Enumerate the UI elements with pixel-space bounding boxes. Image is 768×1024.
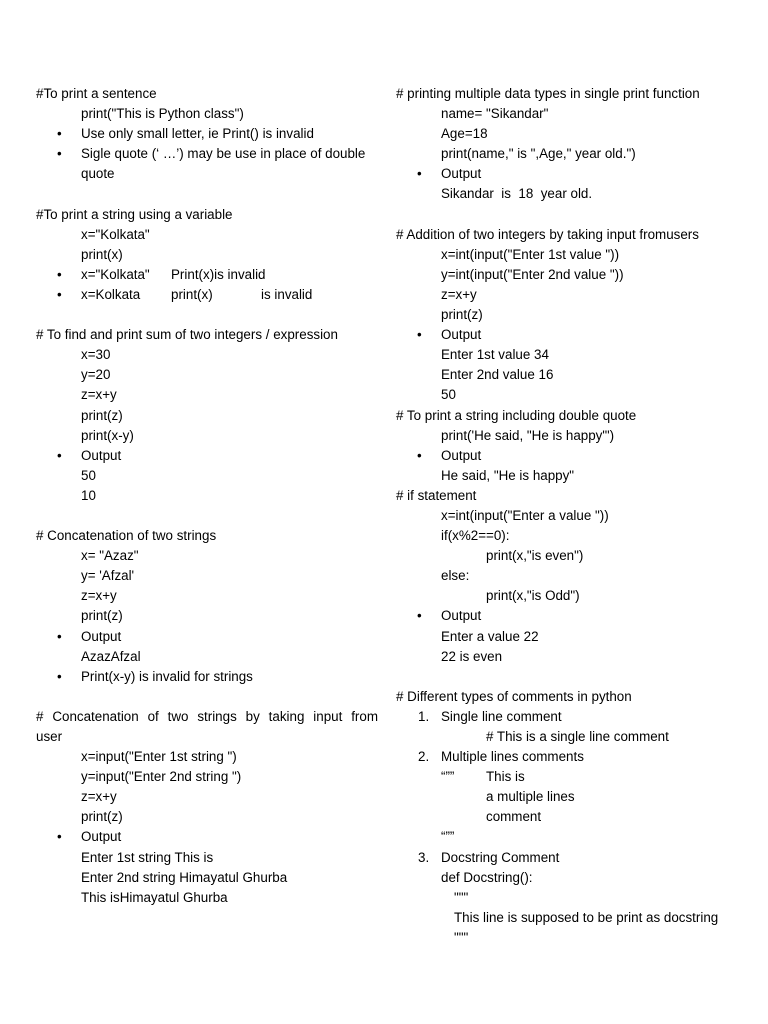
numbered-item [396,848,742,868]
bullet-icon: • [57,829,62,845]
code-line: print(x) [81,246,123,262]
output-line: Enter 1st string This is [81,849,214,865]
code-line: x= "Azaz" [81,548,139,564]
code-line: z=x+y [81,588,117,604]
output-line: Sikandar is 18 year old. [441,186,593,202]
code-line: print(name," is ",Age," year old.") [441,146,636,162]
section-title: # printing multiple data types in single print function [396,86,700,101]
bullet-item [396,606,742,626]
bullet-item [396,164,742,184]
bullet-text: print(x) [171,286,213,302]
code-line: x="Kolkata" [81,226,150,242]
bullet-text: Sigle quote (‘ …’) may be use in place of double [81,146,366,162]
code-line: y=20 [81,367,111,383]
bullet-icon: • [417,327,422,343]
bullet-text: Output [81,447,122,463]
item-number: 1. [418,708,430,724]
bullet-item [36,827,378,847]
bullet-icon: • [57,668,62,684]
code-line: name= "Sikandar" [441,106,549,122]
code-line: x=input("Enter 1st string ") [81,749,237,765]
code-line: x=30 [81,347,111,363]
code-line: This line is supposed to be print as docstring [454,909,719,925]
output-line: 22 is even [441,648,503,664]
bullet-text: is invalid [261,286,313,302]
numbered-item [396,707,742,727]
bullet-continuation: quote [81,166,115,182]
bullet-item [36,627,378,647]
bullet-text: Use only small letter, ie Print() is invalid [81,126,314,142]
code-line: print(x-y) [81,427,134,443]
item-number: 2. [418,749,430,765]
section-title: # Concatenation of two strings [36,528,217,544]
numbered-item [396,747,742,767]
output-line: Enter 1st value 34 [441,347,549,363]
code-text: This is [486,769,525,785]
code-line: z=x+y [81,789,117,805]
bullet-icon: • [57,146,62,162]
bullet-text: Output [81,829,122,845]
code-line: comment [486,809,542,825]
section-title: # if statement [396,487,477,503]
output-line: 10 [81,487,96,503]
bullet-text: Output [441,166,482,182]
code-line: print('He said, "He is happy"') [441,427,615,443]
section-title: # To print a string including double quote [396,407,637,423]
code-line: # This is a single line comment [486,729,669,744]
bullet-text: Output [441,608,482,624]
code-line: print(x,"is even") [486,548,584,564]
code-line: """ [454,929,469,945]
code-line: y= 'Afzal' [81,568,135,584]
code-line: print(z) [81,809,123,825]
section-title: # Concatenation of two strings by taking input from [36,708,378,724]
code-line: z=x+y [81,387,117,403]
bullet-icon: • [57,266,62,282]
quote-mark: “”” [441,769,455,785]
code-line: y=input("Enter 2nd string ") [81,769,242,785]
code-line [396,767,742,787]
code-line: else: [441,568,470,584]
bullet-icon: • [57,286,62,302]
output-line: 50 [81,467,96,483]
code-line: print("This is Python class") [81,106,244,122]
code-line: “”” [441,829,455,845]
bullet-item [36,667,378,687]
bullet-item [396,446,742,466]
code-line: Age=18 [441,126,488,142]
bullet-icon: • [57,628,62,644]
bullet-item [36,285,378,305]
bullet-item [36,144,378,164]
code-line: print(x,"is Odd") [486,588,580,604]
code-line: x=int(input("Enter 1st value ")) [441,246,620,262]
section-title: # To find and print sum of two integers / expression [36,327,338,343]
item-text: Multiple lines comments [441,749,584,765]
code-line: z=x+y [441,286,477,302]
section-title: #To print a string using a variable [36,206,233,222]
bullet-item [36,124,378,144]
output-line: Enter a value 22 [441,628,539,644]
section-title: # Different types of comments in python [396,688,632,704]
item-text: Docstring Comment [441,849,560,865]
output-line: Enter 2nd value 16 [441,367,554,383]
bullet-icon: • [417,447,422,463]
code-line: """ [454,889,469,905]
right-column [396,84,742,948]
output-line: AzazAfzal [81,648,141,664]
bullet-text: x=Kolkata [81,286,141,302]
code-line: def Docstring(): [441,869,533,885]
section-title-continuation: user [36,729,63,744]
bullet-item [396,325,742,345]
section-title: #To print a sentence [36,86,157,101]
bullet-text: Output [81,628,122,644]
bullet-item [36,265,378,285]
item-text: Single line comment [441,708,562,724]
section-title: # Addition of two integers by taking input fromusers [396,226,699,242]
code-line: print(z) [81,407,123,423]
bullet-text: x="Kolkata" [81,266,150,282]
output-line: Enter 2nd string Himayatul Ghurba [81,869,288,885]
left-column [36,84,378,908]
bullet-icon: • [417,166,422,182]
bullet-item [36,446,378,466]
bullet-text: Output [441,447,482,463]
code-line: a multiple lines [486,789,575,805]
bullet-icon: • [417,608,422,624]
bullet-icon: • [57,126,62,142]
code-line: print(z) [441,307,483,323]
bullet-text: Output [441,327,482,343]
output-line: He said, "He is happy" [441,467,575,483]
bullet-text: Print(x-y) is invalid for strings [81,668,253,684]
code-line: x=int(input("Enter a value ")) [441,507,609,523]
output-line: This isHimayatul Ghurba [81,889,228,905]
output-line: 50 [441,387,456,403]
bullet-text: Print(x)is invalid [171,266,266,282]
code-line: y=int(input("Enter 2nd value ")) [441,266,624,282]
bullet-icon: • [57,447,62,463]
code-line: if(x%2==0): [441,528,510,544]
item-number: 3. [418,849,430,865]
code-line: print(z) [81,608,123,624]
